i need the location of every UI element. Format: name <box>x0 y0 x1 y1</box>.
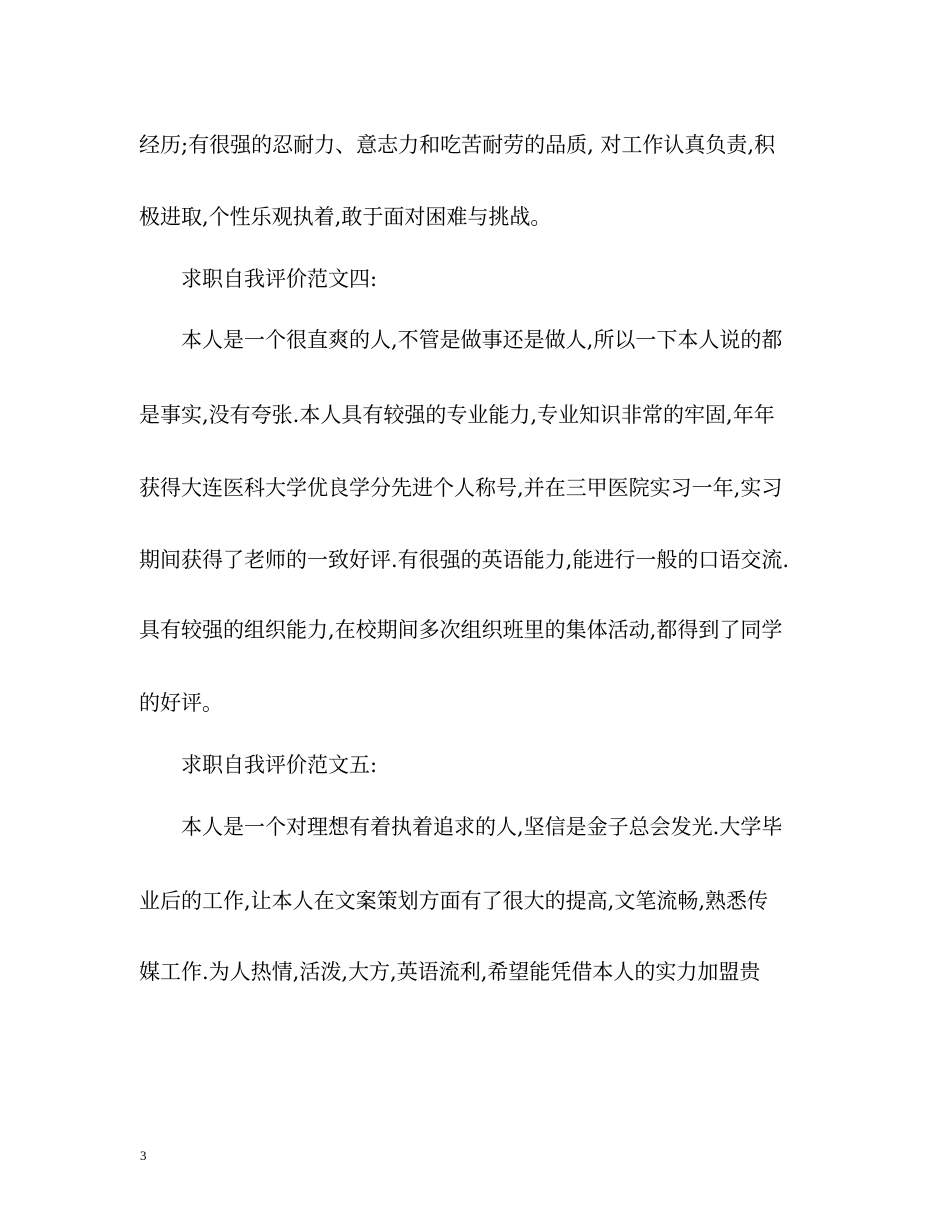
body-text-line: 期间获得了老师的一致好评.有很强的英语能力,能进行一般的口语交流. <box>139 548 790 572</box>
paragraph-first-line: 本人是一个很直爽的人,不管是做事还是做人,所以一下本人说的都 <box>181 328 783 352</box>
body-text-line: 业后的工作,让本人在文案策划方面有了很大的提高,文笔流畅,熟悉传 <box>139 889 769 913</box>
body-text-line: 的好评。 <box>139 691 223 715</box>
section-heading: 求职自我评价范文四: <box>181 267 378 291</box>
page-number: 3 <box>140 1148 147 1163</box>
body-text-line: 经历;有很强的忍耐力、意志力和吃苦耐劳的品质, 对工作认真负责,积 <box>139 133 776 157</box>
body-text-line: 获得大连医科大学优良学分先进个人称号,并在三甲医院实习一年,实习 <box>139 476 783 500</box>
body-text-line: 具有较强的组织能力,在校期间多次组织班里的集体活动,都得到了同学 <box>139 618 783 642</box>
body-text-line: 极进取,个性乐观执着,敢于面对困难与挑战。 <box>139 205 552 229</box>
paragraph-first-line: 本人是一个对理想有着执着追求的人,坚信是金子总会发光.大学毕 <box>181 815 783 839</box>
section-heading: 求职自我评价范文五: <box>181 753 378 777</box>
body-text-line: 是事实,没有夸张.本人具有较强的专业能力,专业知识非常的牢固,年年 <box>139 403 775 427</box>
body-text-line: 媒工作.为人热情,活泼,大方,英语流利,希望能凭借本人的实力加盟贵 <box>139 960 761 984</box>
